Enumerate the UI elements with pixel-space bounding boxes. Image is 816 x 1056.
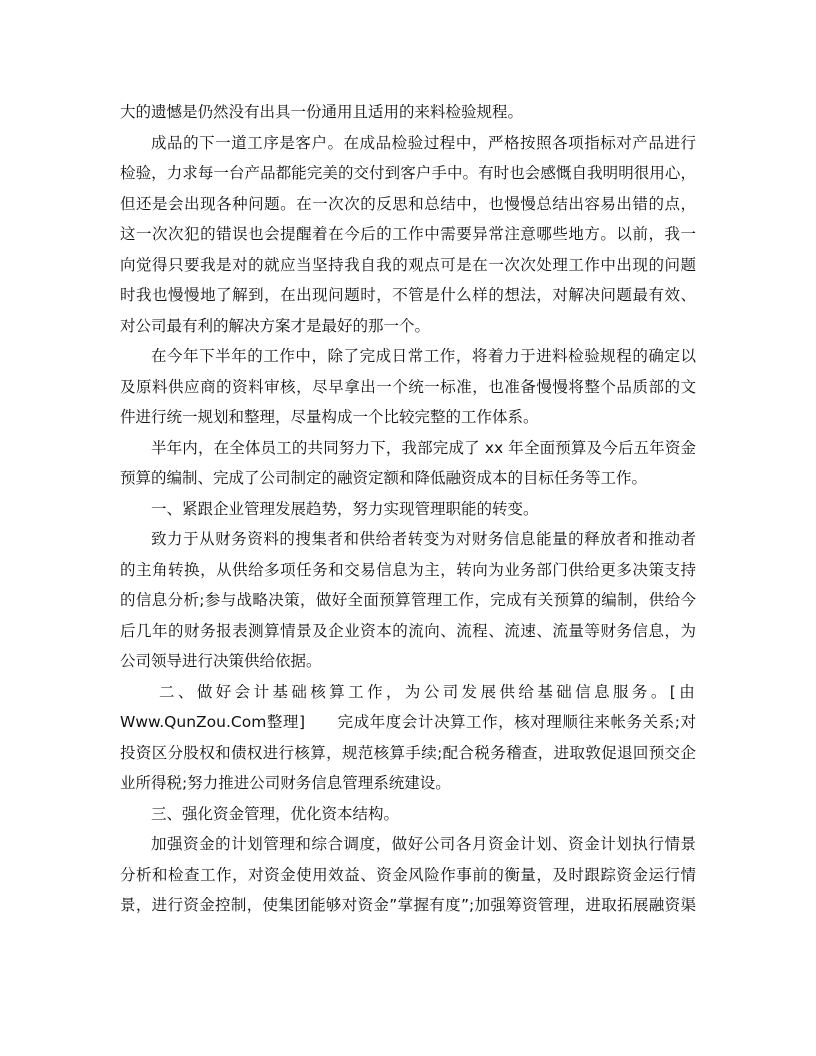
document-body — [120, 97, 696, 921]
text-line: 及原料供应商的资料审核，尽早拿出一个统一标准，也准备慢慢将整个品质部的文 — [120, 377, 696, 396]
text-line: 的主角转换，从供给多项任务和交易信息为主，转向为业务部门供给更多决策支持 — [120, 560, 696, 579]
text-line: 半年内，在全体员工的共同努力下，我部完成了 xx 年全面预算及今后五年资金 — [151, 438, 696, 457]
text-line: 后几年的财务报表测算情景及企业资本的流向、流程、流速、流量等财务信息，为 — [120, 621, 696, 640]
text-line: 致力于从财务资料的搜集者和供给者转变为对财务信息能量的释放者和推动者 — [151, 530, 696, 548]
section-heading: 三、强化资金管理，优化资本结构。 — [151, 804, 400, 823]
text-line: 的信息分析;参与战略决策，做好全面预算管理工作，完成有关预算的编制，供给今 — [120, 591, 696, 609]
section-heading: 二、做好会计基础核算工作，为公司发展供给基础信息服务。[由 — [159, 682, 696, 701]
text-line: 对公司最有利的解决方案才是最好的那一个。 — [120, 316, 431, 335]
text-line: 公司领导进行决策供给依据。 — [120, 652, 322, 670]
text-line: 预算的编制、完成了公司制定的融资定额和降低融资成本的目标任务等工作。 — [120, 469, 648, 487]
text-line: 景，进行资金控制，使集团能够对资金”掌握有度”;加强筹资管理，进取拓展融资渠 — [120, 896, 696, 914]
text-line: 这一次次犯的错误也会提醒着在今后的工作中需要异常注意哪些地方。以前，我一 — [120, 225, 696, 243]
text-line: 检验，力求每一台产品都能完美的交付到客户手中。有时也会感慨自我明明很用心， — [120, 164, 696, 182]
text-line: 成品的下一道工序是客户。在成品检验过程中，严格按照各项指标对产品进行 — [151, 133, 696, 152]
text-line: 投资区分股权和债权进行核算，规范核算手续;配合税务稽查，进取敦促退回预交企 — [120, 743, 696, 762]
text-line: 业所得税;努力推进公司财务信息管理系统建设。 — [120, 774, 451, 792]
text-line: 大的遗憾是仍然没有出具一份通用且适用的来料检验规程。 — [120, 103, 524, 121]
text-line: 分析和检查工作，对资金使用效益、资金风险作事前的衡量，及时跟踪资金运行情 — [120, 865, 696, 884]
text-line: 件进行统一规划和整理，尽量构成一个比较完整的工作体系。 — [120, 408, 539, 426]
text-line: 向觉得只要我是对的就应当坚持我自我的观点可是在一次次处理工作中出现的问题 — [120, 255, 696, 274]
text-line: 时我也慢慢地了解到，在出现问题时，不管是什么样的想法，对解决问题最有效、 — [120, 286, 696, 304]
text-line: 加强资金的计划管理和综合调度，做好公司各月资金计划、资金计划执行情景 — [151, 835, 696, 853]
text-line: 在今年下半年的工作中，除了完成日常工作，将着力于进料检验规程的确定以 — [151, 347, 696, 365]
section-heading: 一、紧跟企业管理发展趋势，努力实现管理职能的转变。 — [151, 499, 539, 518]
text-line: 但还是会出现各种问题。在一次次的反思和总结中，也慢慢总结出容易出错的点， — [120, 194, 696, 213]
text-line: Www.QunZou.Com整理] 完成年度会计决算工作，核对理顺往来帐务关系;对 — [120, 713, 696, 731]
